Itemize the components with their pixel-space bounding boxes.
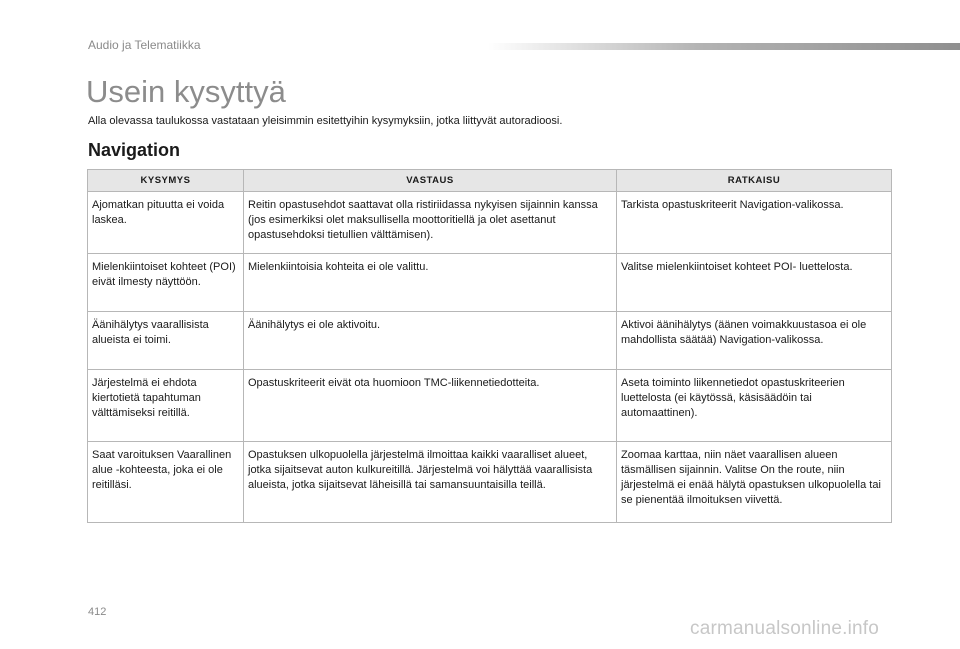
answer-cell: Opastuskriteerit eivät ota huomioon TMC-liikennetiedotteita. [244,370,617,442]
intro-text: Alla olevassa taulukossa vastataan yleisimmin esitettyihin kysymyksiin, jotka liittyvät autoradioosi. [88,115,563,127]
header-section-label: Audio ja Telematiikka [88,38,201,52]
column-header-question: KYSYMYS [88,170,244,192]
solution-cell: Zoomaa karttaa, niin näet vaarallisen alueen täsmällisen sijainnin. Valitse On the route, niin järjestelmä ei enää hälytä opastuksen ulkopuolella tai se pienentää ilmoituksen viivettä. [617,442,892,523]
solution-cell: Aktivoi äänihälytys (äänen voimakkuustasoa ei ole mahdollista säätää) Navigation-valikossa. [617,312,892,370]
answer-cell: Äänihälytys ei ole aktivoitu. [244,312,617,370]
question-cell: Järjestelmä ei ehdota kiertotietä tapahtuman välttämiseksi reitillä. [88,370,244,442]
table-header-row [88,170,892,192]
table-row [88,442,892,523]
answer-cell: Mielenkiintoisia kohteita ei ole valittu. [244,254,617,312]
faq-table [87,169,892,523]
page-number: 412 [88,606,107,618]
answer-cell: Reitin opastusehdot saattavat olla ristiriidassa nykyisen sijainnin kanssa (jos esimerkiksi olet maksullisella moottoritiellä ja olet asettanut opastusehdoksi tietullien välttämisen). [244,192,617,254]
header-decoration-bar [488,43,960,50]
answer-cell: Opastuksen ulkopuolella järjestelmä ilmoittaa kaikki vaaralliset alueet, jotka sijaitsevat auton kulkureitillä. Järjestelmä voi hälyttää vaarallisista alueista, jotka sijaitsevat läheisillä tai samansuuntaisilla teillä. [244,442,617,523]
solution-cell: Tarkista opastuskriteerit Navigation-valikossa. [617,192,892,254]
column-header-solution: RATKAISU [617,170,892,192]
watermark-text: carmanualsonline.info [690,618,880,639]
question-cell: Äänihälytys vaarallisista alueista ei toimi. [88,312,244,370]
section-title: Navigation [88,140,181,160]
page-title: Usein kysyttyä [86,74,286,109]
table-row [88,192,892,254]
table-row [88,254,892,312]
column-header-answer: VASTAUS [244,170,617,192]
solution-cell: Valitse mielenkiintoiset kohteet POI- luettelosta. [617,254,892,312]
table-row [88,312,892,370]
question-cell: Saat varoituksen Vaarallinen alue -kohteesta, joka ei ole reitilläsi. [88,442,244,523]
table-row [88,370,892,442]
question-cell: Mielenkiintoiset kohteet (POI) eivät ilmesty näyttöön. [88,254,244,312]
question-cell: Ajomatkan pituutta ei voida laskea. [88,192,244,254]
solution-cell: Aseta toiminto liikennetiedot opastuskriteerien luettelosta (ei käytössä, käsisäädöin tai automaattinen). [617,370,892,442]
